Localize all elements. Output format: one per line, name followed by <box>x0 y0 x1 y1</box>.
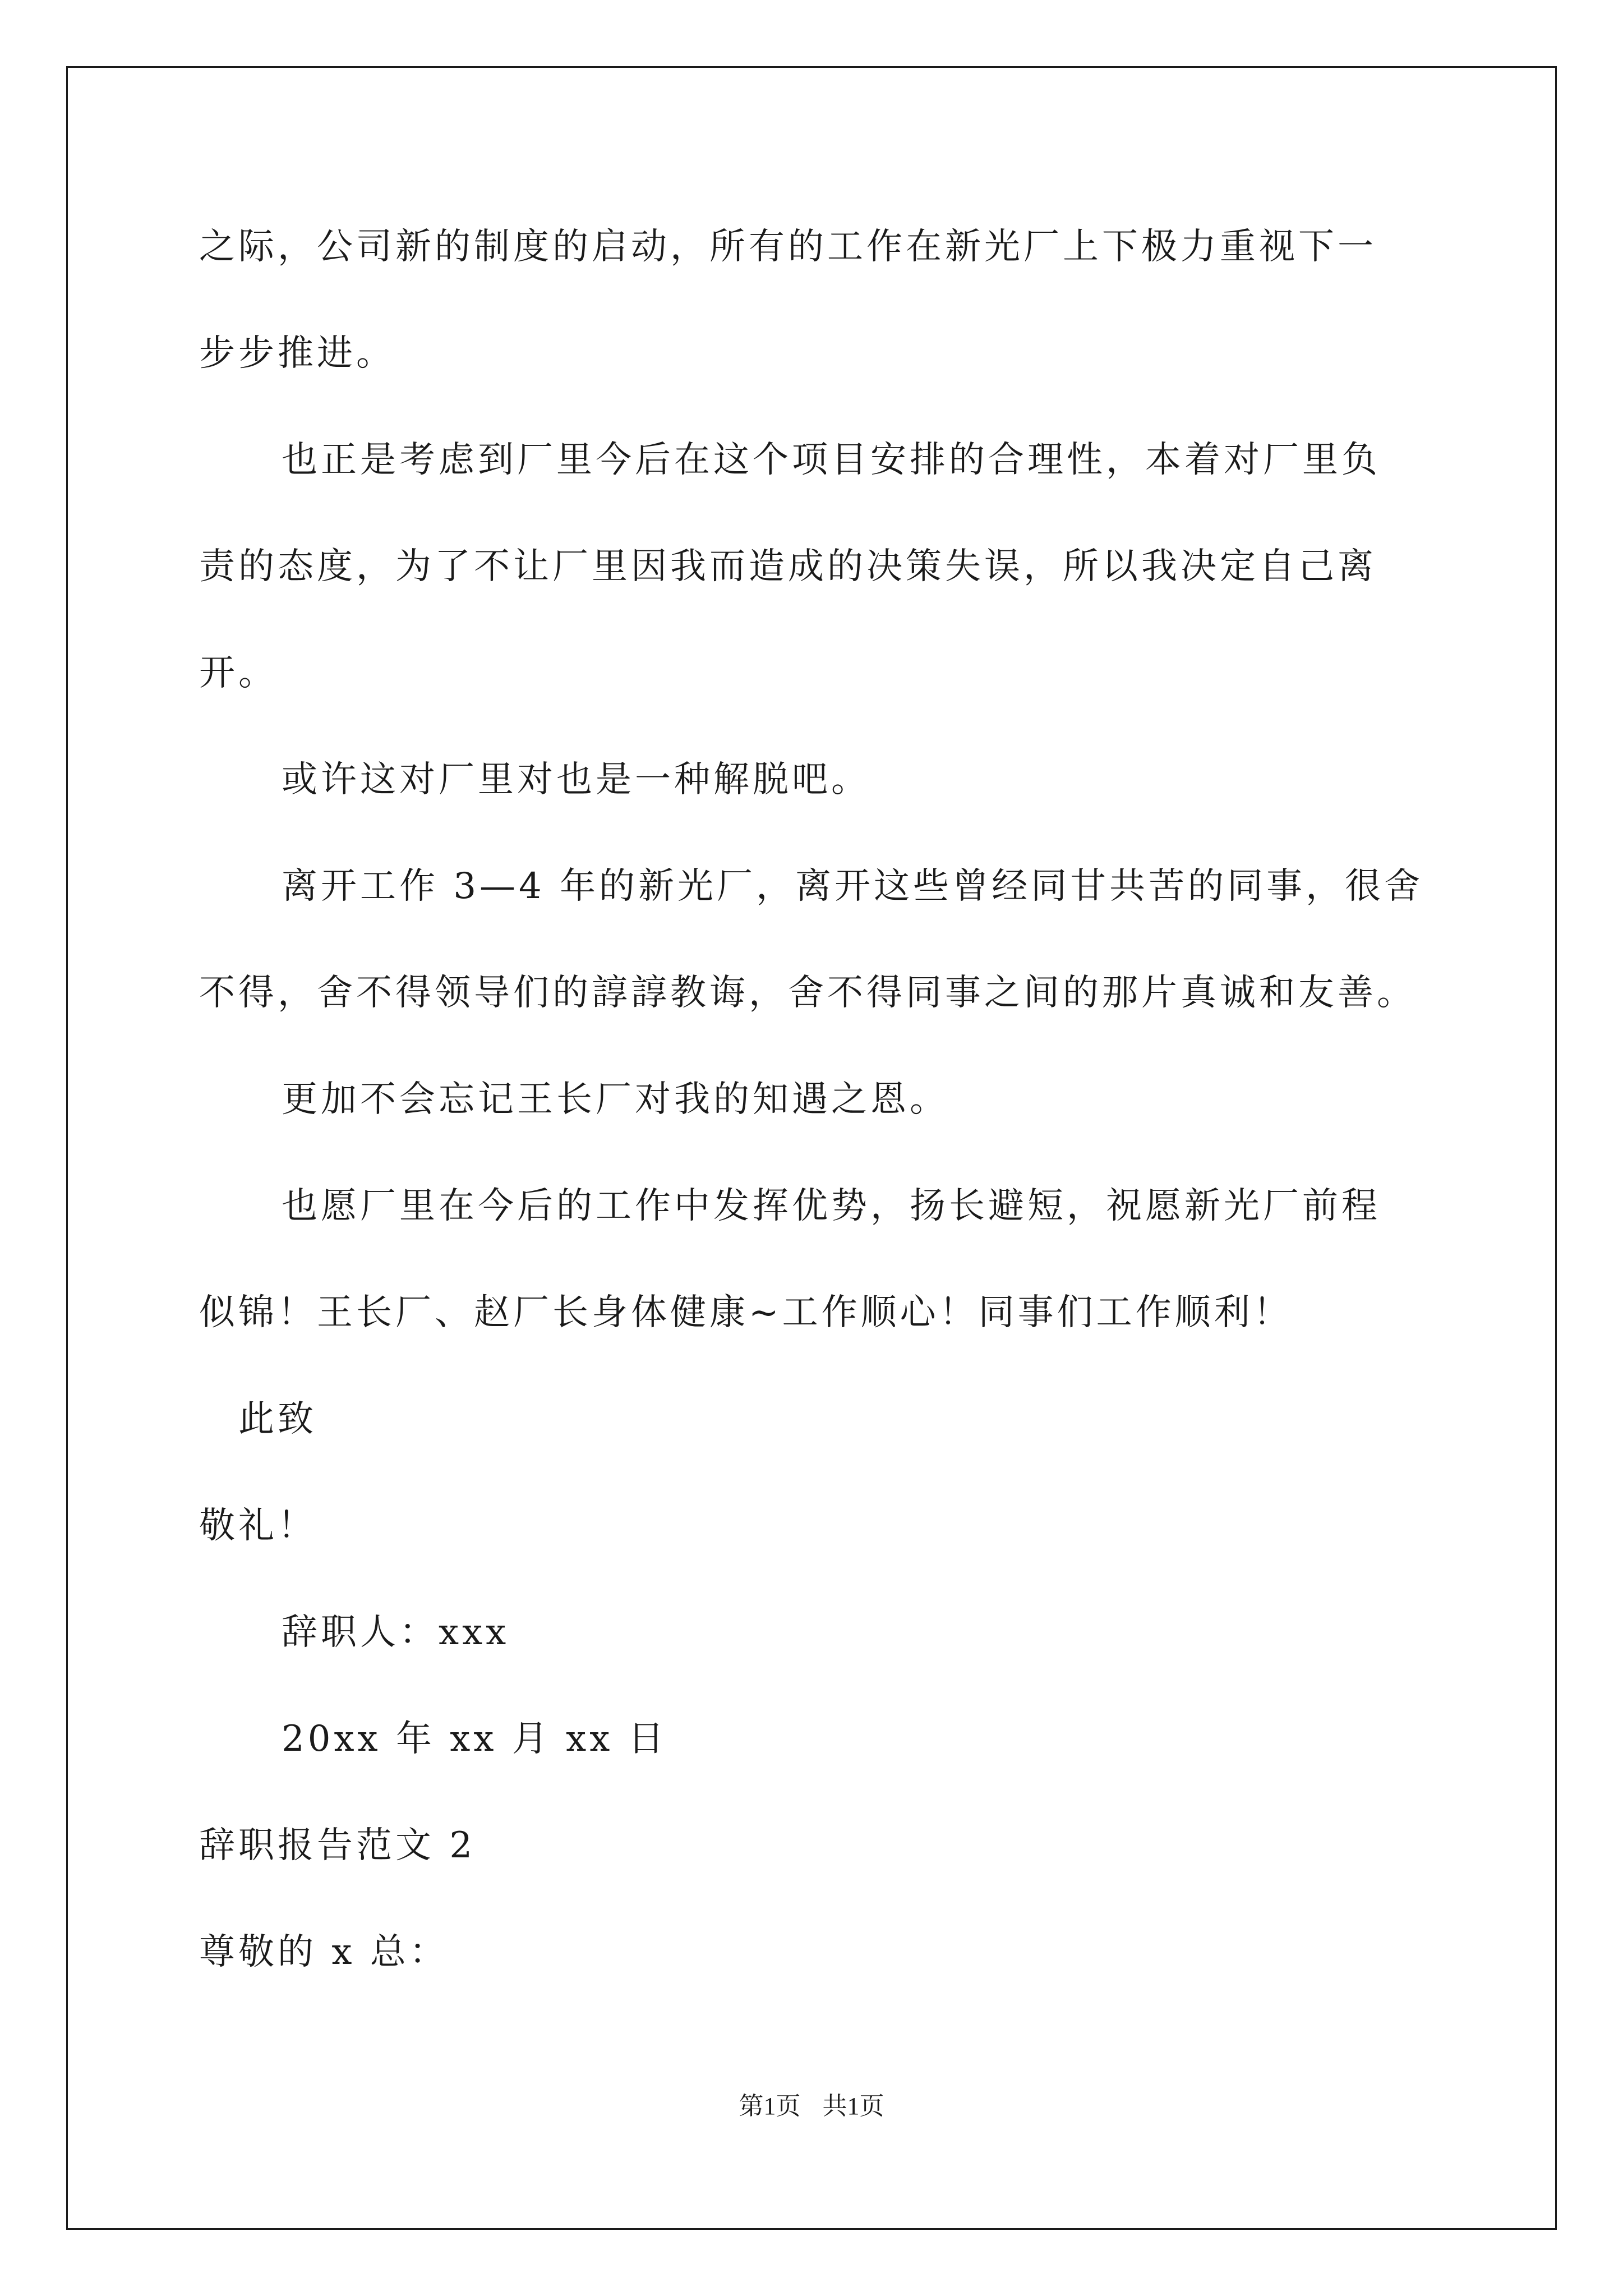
page-total: 共1页 <box>822 2092 884 2120</box>
paragraph-start: 更加不会忘记王长厂对我的知遇之恩。 <box>282 1079 949 1120</box>
body-line: 步步推进。 <box>199 333 395 374</box>
signature-name: 辞职人：xxx <box>282 1612 510 1653</box>
paragraph-start: 也愿厂里在今后的工作中发挥优势，扬长避短，祝愿新光厂前程 <box>282 1185 1381 1227</box>
paragraph-start: 也正是考虑到厂里今后在这个项目安排的合理性，本着对厂里负 <box>282 439 1381 481</box>
page-border <box>66 66 1557 2230</box>
signature-date: 20xx 年 xx 月 xx 日 <box>282 1718 667 1760</box>
page-footer <box>0 2086 1623 2122</box>
body-line: 开。 <box>199 652 278 694</box>
closing-respect: 敬礼！ <box>199 1505 317 1547</box>
paragraph-start: 离开工作 3—4 年的新光厂，离开这些曾经同甘共苦的同事，很舍 <box>282 866 1424 907</box>
body-line: 责的态度，为了不让厂里因我而造成的决策失误，所以我决定自己离 <box>199 546 1377 587</box>
section-heading: 辞职报告范文 2 <box>199 1825 476 1866</box>
body-line: 似锦！王长厂、赵厂长身体健康~工作顺心！同事们工作顺利！ <box>199 1292 1293 1333</box>
body-line: 不得，舍不得领导们的諄諄教诲，舍不得同事之间的那片真诚和友善。 <box>199 972 1416 1014</box>
page-number: 第1页 <box>739 2092 801 2120</box>
greeting-line: 尊敬的 x 总： <box>199 1931 449 1973</box>
paragraph-start: 或许这对厂里对也是一种解脱吧。 <box>282 759 870 800</box>
body-line: 之际，公司新的制度的启动，所有的工作在新光厂上下极力重视下一 <box>199 226 1377 268</box>
closing-salutation: 此致 <box>238 1398 317 1440</box>
